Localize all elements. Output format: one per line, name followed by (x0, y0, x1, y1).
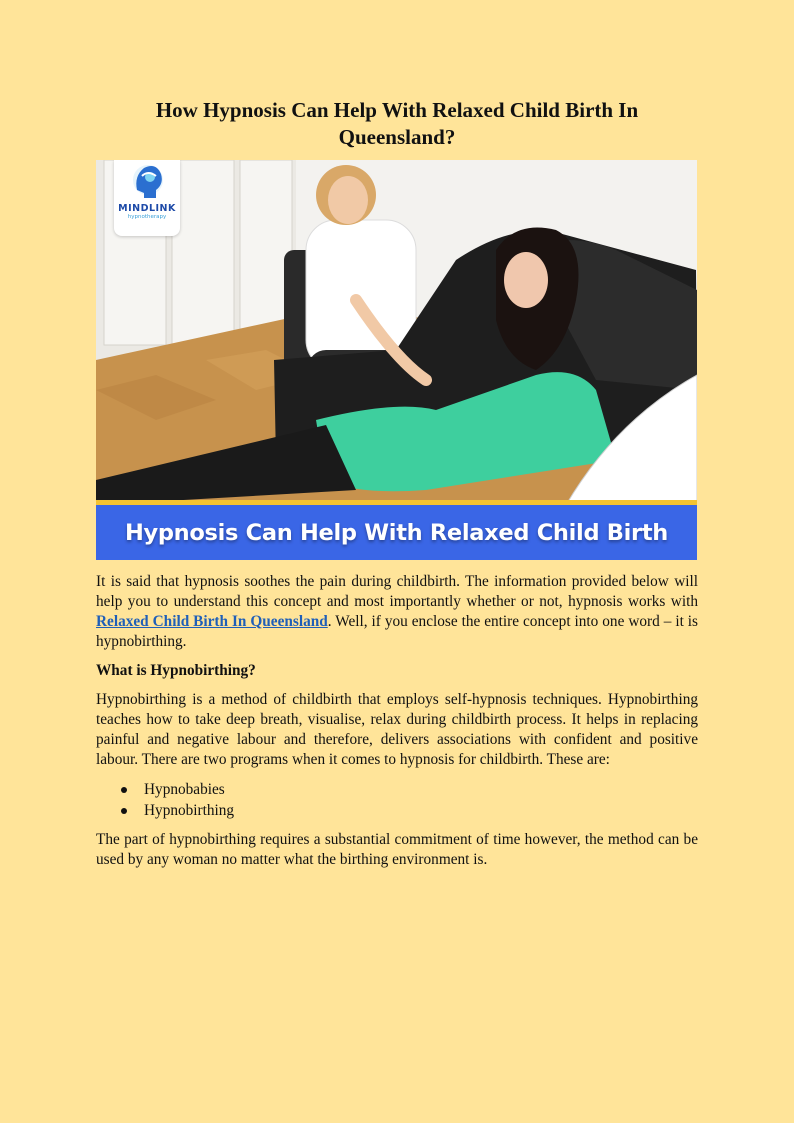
hero-banner (96, 500, 697, 560)
hero-image (96, 160, 697, 560)
brain-head-icon (128, 160, 166, 202)
mindlink-logo (114, 160, 180, 236)
intro-text-after-link: . Well, if you enclose the entire concept into one word – it is hypnobirthing. (96, 613, 698, 650)
hypnotherapy-photo (96, 160, 697, 505)
section-paragraph: Hypnobirthing is a method of childbirth that employs self-hypnosis techniques. Hypnobirthing teaches how to take deep breath, visualise, relax during childbirth process. It helps in replacing painful and negative labour and therefore, delivers associations with confident and positive labour. There are two programs when it comes to hypnosis for childbirth. These are: (96, 691, 698, 768)
programs-list (96, 779, 698, 821)
intro-paragraph (96, 572, 698, 652)
article-body (96, 572, 698, 879)
list-item: Hypnobirthing (96, 800, 698, 821)
list-item: Hypnobabies (96, 779, 698, 800)
logo-tagline: hypnotherapy (127, 214, 167, 220)
page-title: How Hypnosis Can Help With Relaxed Child Birth In Queensland? (155, 98, 639, 149)
logo-wordmark: MINDLINK (118, 203, 176, 214)
intro-text-before-link: It is said that hypnosis soothes the pain during childbirth. The information provided below will help you to understand this concept and most importantly whether or not, hypnosis works with (96, 573, 698, 610)
section-heading: What is Hypnobirthing? (96, 662, 256, 679)
relaxed-child-birth-link[interactable]: Relaxed Child Birth In Queensland (96, 613, 328, 630)
banner-text: Hypnosis Can Help With Relaxed Child Birth (124, 519, 669, 546)
closing-paragraph: The part of hypnobirthing requires a substantial commitment of time however, the method can be used by any woman no matter what the birthing environment is. (96, 831, 698, 868)
